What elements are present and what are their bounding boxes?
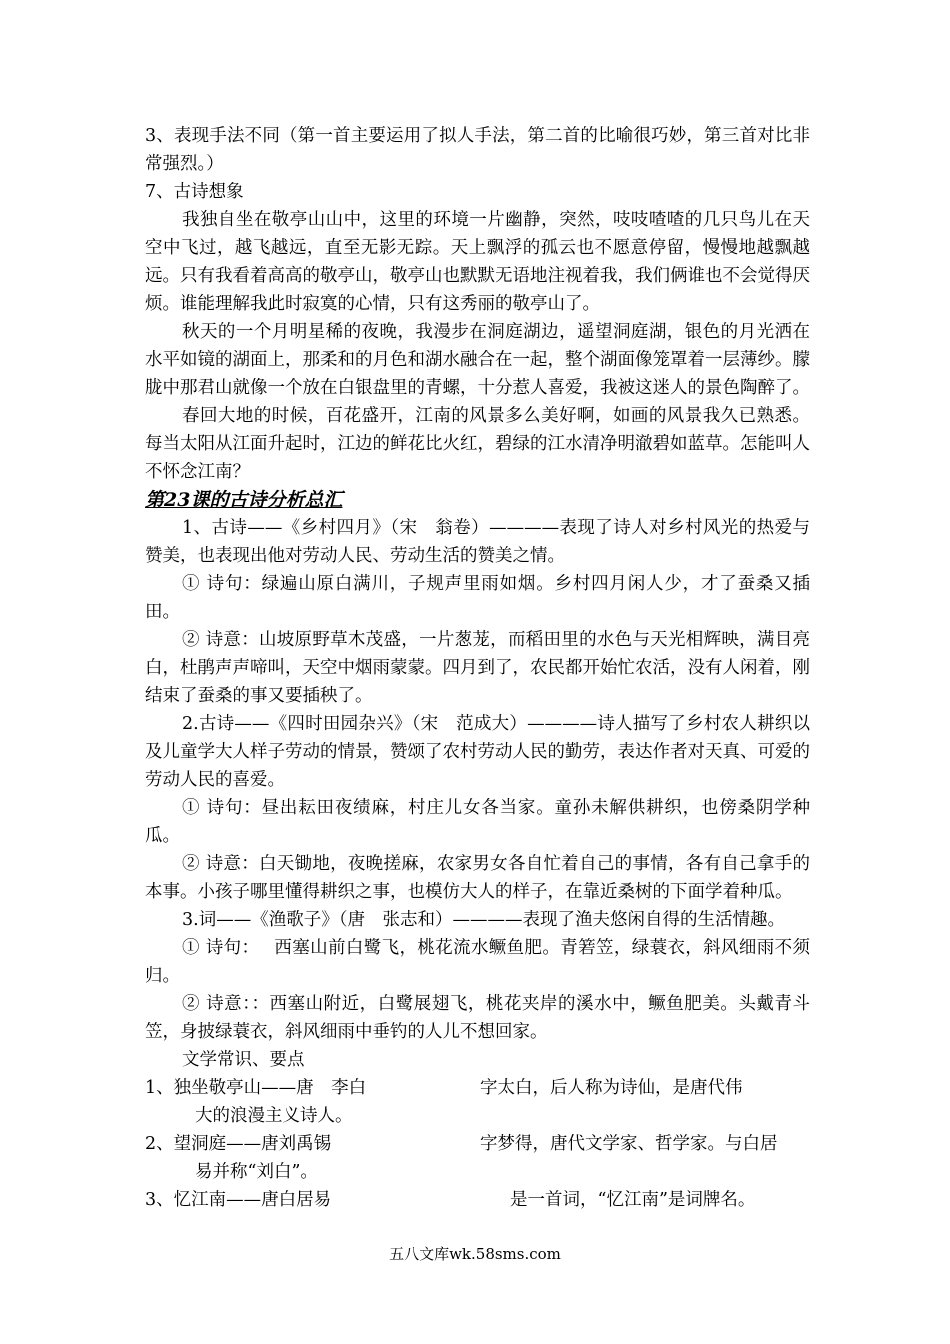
literature-item-title: 3、忆江南——唐白居易 bbox=[145, 1190, 332, 1210]
poem-intro-paragraph: 1、古诗——《乡村四月》（宋 翁卷）————表现了诗人对乡村风光的热爱与赞美，也表现出他对劳动人民、劳动生活的赞美之情。 bbox=[145, 518, 810, 566]
literature-item-note: 字梦得，唐代文学家、哲学家。与白居 bbox=[480, 1134, 778, 1154]
imagination-paragraph: 我独自坐在敬亭山山中，这里的环境一片幽静，突然，吱吱喳喳的几只鸟儿在天空中飞过，越飞越远，直至无影无踪。天上飘浮的孤云也不愿意停留，慢慢地越飘越远。只有我看着高高的敬亭山，敬亭山也默默无语地注视着我，我们俩谁也不会觉得厌烦。谁能理解我此时寂寞的心情，只有这秀丽的敬亭山了。 bbox=[145, 210, 810, 314]
poem-meaning-paragraph: ② 诗意：：西塞山附近，白鹭展翅飞，桃花夹岸的溪水中，鳜鱼肥美。头戴青斗笠，身披绿蓑衣，斜风细雨中垂钓的人儿不想回家。 bbox=[145, 994, 810, 1042]
literature-item-title: 1、独坐敬亭山——唐 李白 bbox=[145, 1078, 367, 1098]
literature-item-continuation: 易并称“刘白”。 bbox=[195, 1162, 318, 1182]
literature-item-continuation: 大的浪漫主义诗人。 bbox=[195, 1106, 353, 1126]
poem-verse-paragraph: ① 诗句：绿遍山原白满川，子规声里雨如烟。乡村四月闲人少，才了蚕桑又插田。 bbox=[145, 574, 810, 622]
poem-meaning-paragraph: ② 诗意：山坡原野草木茂盛，一片葱茏，而稻田里的水色与天光相辉映，满目亮白，杜鹃声声啼叫，天空中烟雨蒙蒙。四月到了，农民都开始忙农活，没有人闲着，刚结束了蚕桑的事又要插秧了。 bbox=[145, 630, 810, 706]
poem-verse-paragraph: ① 诗句：昼出耘田夜绩麻，村庄儿女各当家。童孙未解供耕织，也傍桑阴学种瓜。 bbox=[145, 798, 810, 846]
poem-intro-paragraph: 2.古诗——《四时田园杂兴》（宋 范成大）————诗人描写了乡村农人耕织以及儿童学大人样子劳动的情景，赞颂了农村劳动人民的勤劳，表达作者对天真、可爱的劳动人民的喜爱。 bbox=[145, 714, 810, 790]
literature-subheading: 文学常识、要点 bbox=[182, 1050, 305, 1070]
literature-item bbox=[145, 1130, 810, 1158]
literature-item-title: 2、望洞庭——唐刘禹锡 bbox=[145, 1134, 332, 1154]
poem-meaning-paragraph: ② 诗意：白天锄地，夜晚搓麻，农家男女各自忙着自己的事情，各有自己拿手的本事。小孩子哪里懂得耕织之事，也模仿大人的样子，在靠近桑树的下面学着种瓜。 bbox=[145, 854, 810, 902]
literature-item bbox=[145, 1074, 810, 1102]
intro-paragraph: 3、表现手法不同（第一首主要运用了拟人手法，第二首的比喻很巧妙，第三首对比非常强烈。） bbox=[145, 126, 810, 174]
section-title: 7、古诗想象 bbox=[145, 182, 244, 202]
imagination-paragraph: 春回大地的时候，百花盛开，江南的风景多么美好啊，如画的风景我久已熟悉。每当太阳从江面升起时，江边的鲜花比火红，碧绿的江水清净明澈碧如蓝草。怎能叫人不怀念江南？ bbox=[145, 406, 810, 482]
literature-item bbox=[145, 1186, 810, 1214]
literature-item-note: 是一首词，“忆江南”是词牌名。 bbox=[510, 1190, 756, 1210]
poem-intro-paragraph: 3.词——《渔歌子》（唐 张志和）————表现了渔夫悠闲自得的生活情趣。 bbox=[182, 910, 785, 930]
imagination-paragraph: 秋天的一个月明星稀的夜晚，我漫步在洞庭湖边，遥望洞庭湖，银色的月光洒在水平如镜的湖面上，那柔和的月色和湖水融合在一起，整个湖面像笼罩着一层薄纱。朦胧中那君山就像一个放在白银盘里的青螺，十分惹人喜爱，我被这迷人的景色陶醉了。 bbox=[145, 322, 810, 398]
document-page bbox=[145, 122, 810, 1214]
page-footer: 五八文库wk.58sms.com bbox=[389, 1245, 561, 1263]
literature-item-note: 字太白，后人称为诗仙，是唐代伟 bbox=[480, 1078, 743, 1098]
lesson-heading: 第23课的古诗分析总汇 bbox=[145, 489, 343, 511]
poem-verse-paragraph: ① 诗句： 西塞山前白鹭飞，桃花流水鳜鱼肥。青箬笠，绿蓑衣，斜风细雨不须归。 bbox=[145, 938, 810, 986]
